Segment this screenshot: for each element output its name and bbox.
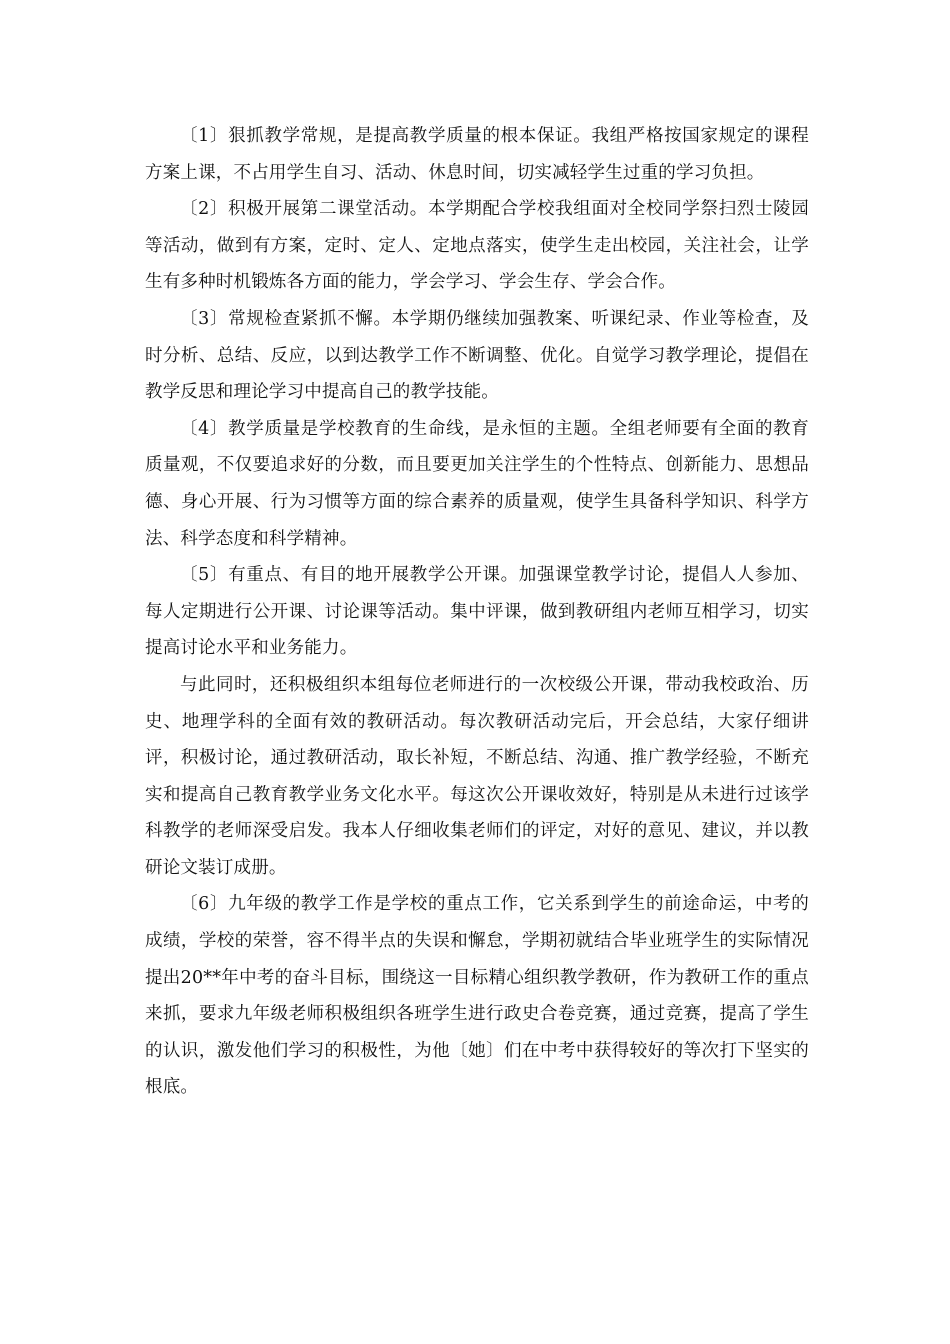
paragraph-2: 〔2〕积极开展第二课堂活动。本学期配合学校我组面对全校同学祭扫烈士陵园等活动，做到有方案，定时、定人、定地点落实，使学生走出校园，关注社会，让学生有多种时机锻炼各方面的能力，学会学习、学会生存、学会合作。 [145,199,809,293]
paragraph-6: 与此同时，还积极组织本组每位老师进行的一次校级公开课，带动我校政治、历史、地理学科的全面有效的教研活动。每次教研活动完后，开会总结，大家仔细讲评，积极讨论，通过教研活动，取长补短，不断总结、沟通、推广教学经验，不断充实和提高自己教育教学业务文化水平。每这次公开课收效好，特别是从未进行过该学科教学的老师深受启发。我本人仔细收集老师们的评定，对好的意见、建议，并以教研论文装订成册。 [145,674,809,878]
paragraph-1: 〔1〕狠抓教学常规，是提高教学质量的根本保证。我组严格按国家规定的课程方案上课，不占用学生自习、活动、休息时间，切实减轻学生过重的学习负担。 [145,126,809,183]
paragraph-4: 〔4〕教学质量是学校教育的生命线，是永恒的主题。全组老师要有全面的教育质量观，不仅要追求好的分数，而且要更加关注学生的个性特点、创新能力、思想品德、身心开展、行为习惯等方面的综合素养的质量观，使学生具备科学知识、科学方法、科学态度和科学精神。 [145,418,809,549]
paragraph-5: 〔5〕有重点、有目的地开展教学公开课。加强课堂教学讨论，提倡人人参加、每人定期进行公开课、讨论课等活动。集中评课，做到教研组内老师互相学习，切实提高讨论水平和业务能力。 [145,565,809,659]
paragraph-7: 〔6〕九年级的教学工作是学校的重点工作，它关系到学生的前途命运，中考的成绩，学校的荣誉，容不得半点的失误和懈怠，学期初就结合毕业班学生的实际情况提出20**年中考的奋斗目标，围绕这一目标精心组织教学教研，作为教研工作的重点来抓，要求九年级老师积极组织各班学生进行政史合卷竞赛，通过竞赛，提高了学生的认识，激发他们学习的积极性，为他〔她〕们在中考中获得较好的等次打下坚实的根底。 [145,894,809,1098]
paragraph-3: 〔3〕常规检查紧抓不懈。本学期仍继续加强教案、听课纪录、作业等检查，及时分析、总结、反应，以到达教学工作不断调整、优化。自觉学习教学理论，提倡在教学反思和理论学习中提高自己的教学技能。 [145,308,809,403]
document-body [145,118,809,1106]
